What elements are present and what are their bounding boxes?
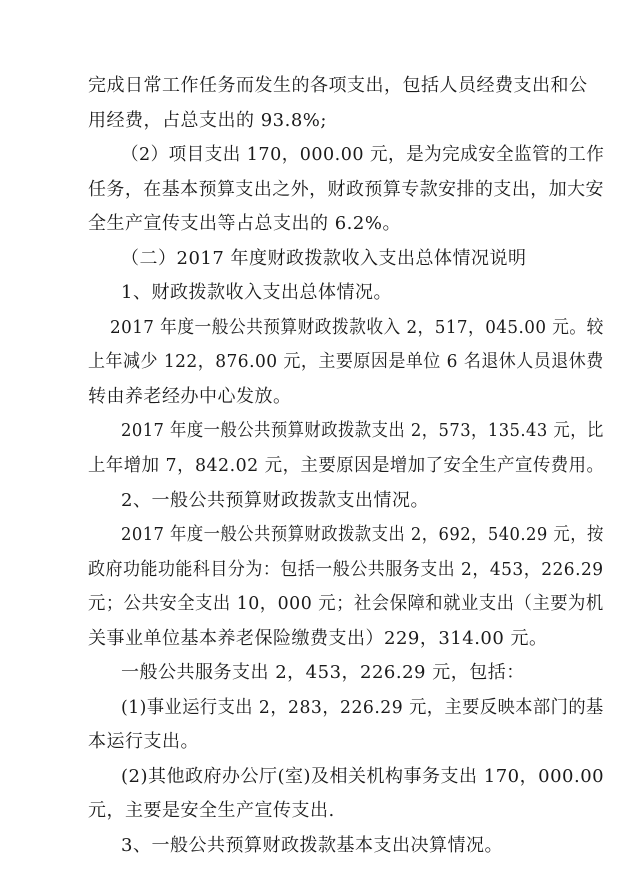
paragraph-line: 2017 年度一般公共预算财政拨款支出 2，692，540.29 元，按 bbox=[121, 524, 604, 545]
paragraph-line: （2）项目支出 170，000.00 元，是为完成安全监管的工作 bbox=[121, 144, 605, 165]
list-item: (2)其他政府办公厅(室)及相关机构事务支出 170，000.00 bbox=[121, 766, 605, 787]
paragraph-line: 2017 年度一般公共预算财政拨款支出 2，573，135.43 元，比 bbox=[121, 420, 604, 441]
paragraph-line: 上年减少 122，876.00 元，主要原因是单位 6 名退休人员退休费 bbox=[88, 351, 604, 372]
list-item-continuation: 本运行支出。 bbox=[88, 731, 199, 752]
paragraph-line: 2017 年度一般公共预算财政拨款收入 2，517，045.00 元。较 bbox=[110, 317, 604, 338]
subsection-heading: 3、一般公共预算财政拨款基本支出决算情况。 bbox=[121, 835, 503, 856]
subsection-heading: 1、财政拨款收入支出总体情况。 bbox=[121, 282, 392, 303]
paragraph-line: 元；公共安全支出 10，000 元；社会保障和就业支出（主要为机 bbox=[88, 593, 604, 614]
paragraph-line: 上年增加 7，842.02 元，主要原因是增加了安全生产宣传费用。 bbox=[88, 455, 605, 476]
paragraph-line: 全生产宣传支出等占总支出的 6.2%。 bbox=[88, 213, 401, 234]
list-item: (1)事业运行支出 2，283，226.29 元，主要反映本部门的基 bbox=[121, 697, 604, 718]
subsection-heading: 2、一般公共预算财政拨款支出情况。 bbox=[121, 490, 429, 511]
paragraph-line: 用经费，占总支出的 93.8%; bbox=[88, 110, 327, 131]
paragraph-line: 任务，在基本预算支出之外，财政预算专款安排的支出，加大安 bbox=[88, 179, 604, 200]
section-heading: （二）2017 年度财政拨款收入支出总体情况说明 bbox=[121, 248, 527, 269]
paragraph-line: 完成日常工作任务而发生的各项支出，包括人员经费支出和公 bbox=[88, 75, 588, 96]
paragraph-line: 一般公共服务支出 2，453，226.29 元，包括： bbox=[121, 662, 525, 683]
paragraph-line: 关事业单位基本养老保险缴费支出）229，314.00 元。 bbox=[88, 628, 548, 649]
paragraph-line: 转由养老经办中心发放。 bbox=[88, 386, 292, 407]
paragraph-line: 政府功能功能科目分为：包括一般公共服务支出 2，453，226.29 bbox=[88, 559, 604, 580]
list-item-continuation: 元，主要是安全生产宣传支出. bbox=[88, 800, 335, 821]
